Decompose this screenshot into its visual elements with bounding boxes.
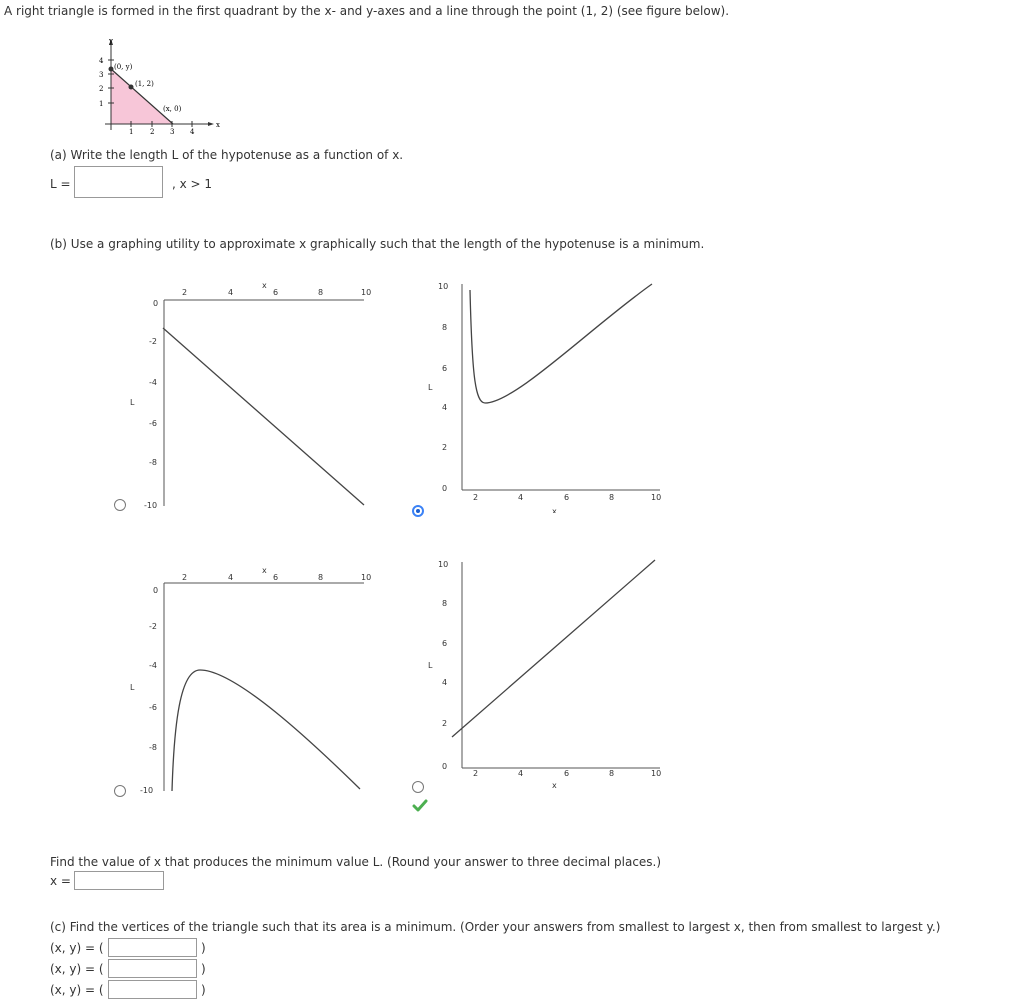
graph3-y-label: L <box>130 683 135 692</box>
fig-xtick-4: 4 <box>190 128 195 136</box>
graph1-xtick-10: 10 <box>361 288 372 297</box>
fig-label-x0: (x, 0) <box>163 105 182 113</box>
part-c-text: (c) Find the vertices of the triangle such that its area is a minimum. (Order your answers from smallest to largest x, then from smallest to largest y.) <box>50 920 941 934</box>
fig-ytick-3: 3 <box>99 71 104 79</box>
graph2-ytick-0: 0 <box>442 484 448 493</box>
point-12 <box>129 85 134 90</box>
part-b-text: (b) Use a graphing utility to approximate x graphically such that the length of the hypotenuse is a minimum. <box>50 237 705 251</box>
triangle-figure <box>85 35 225 140</box>
part-a-text: (a) Write the length L of the hypotenuse as a function of x. <box>50 148 404 162</box>
graph2-xtick-4: 4 <box>518 493 524 502</box>
graph-option-2 <box>420 278 680 513</box>
vertex-3-close: ) <box>201 983 206 997</box>
graph3-ytick-m6: -6 <box>149 703 157 712</box>
vertex-1-input[interactable] <box>108 938 197 957</box>
graph3-ytick-0: 0 <box>153 586 159 595</box>
point-0y <box>109 67 114 72</box>
graph1-y-label: L <box>130 398 135 407</box>
fig-ytick-4: 4 <box>99 57 104 65</box>
fig-label-12: (1, 2) <box>135 80 154 88</box>
graph1-ytick-m4: -4 <box>149 378 157 387</box>
graph2-ytick-6: 6 <box>442 364 448 373</box>
graph-option-1 <box>110 280 380 515</box>
graph4-x-label: x <box>552 781 557 790</box>
graph4-ytick-2: 2 <box>442 719 448 728</box>
graph3-xtick-10: 10 <box>361 573 372 582</box>
graph-option-3-radio[interactable] <box>114 785 126 797</box>
graph1-xtick-6: 6 <box>273 288 279 297</box>
graph2-xtick-10: 10 <box>651 493 662 502</box>
graph4-ytick-0: 0 <box>442 762 448 771</box>
graph2-xtick-8: 8 <box>609 493 615 502</box>
hypotenuse-function-input[interactable] <box>74 166 163 198</box>
graph2-x-label: x <box>552 507 557 513</box>
graph4-y-label: L <box>428 661 433 670</box>
fig-xtick-3: 3 <box>170 128 175 136</box>
graph2-ytick-10: 10 <box>438 282 449 291</box>
graph1-x-label: x <box>262 281 267 290</box>
graph2-xtick-6: 6 <box>564 493 570 502</box>
vertex-2-input[interactable] <box>108 959 197 978</box>
graph1-curve <box>163 328 364 505</box>
graph4-xtick-10: 10 <box>651 769 662 778</box>
vertex-2-close: ) <box>201 962 206 976</box>
graph-option-4 <box>420 556 680 791</box>
graph3-xtick-8: 8 <box>318 573 324 582</box>
graph-option-2-radio[interactable] <box>412 505 424 517</box>
graph2-xtick-2: 2 <box>473 493 479 502</box>
graph3-xtick-6: 6 <box>273 573 279 582</box>
graph2-y-label: L <box>428 383 433 392</box>
vertex-3-lhs: (x, y) = ( <box>50 983 104 997</box>
graph3-curve <box>172 670 360 791</box>
graph4-xtick-2: 2 <box>473 769 479 778</box>
check-icon <box>412 799 428 813</box>
fig-xtick-2: 2 <box>150 128 155 136</box>
minimum-x-input[interactable] <box>74 871 164 890</box>
graph3-ytick-m10: -10 <box>140 786 154 795</box>
vertex-1-close: ) <box>201 941 206 955</box>
graph1-ytick-m2: -2 <box>149 337 157 346</box>
intro-text: A right triangle is formed in the first quadrant by the x- and y-axes and a line through the point (1, 2) (see figure below). <box>4 4 730 18</box>
fig-ytick-2: 2 <box>99 85 104 93</box>
graph3-xtick-4: 4 <box>228 573 234 582</box>
graph-option-4-radio[interactable] <box>412 781 424 793</box>
graph1-ytick-0: 0 <box>153 299 159 308</box>
graph-option-3 <box>110 565 380 800</box>
fig-ytick-1: 1 <box>99 100 104 108</box>
find-x-text: Find the value of x that produces the minimum value L. (Round your answer to three decimal places.) <box>50 855 662 869</box>
graph-option-1-radio[interactable] <box>114 499 126 511</box>
graph1-ytick-m8: -8 <box>149 458 157 467</box>
graph1-xtick-8: 8 <box>318 288 324 297</box>
graph2-curve <box>470 284 652 403</box>
graph3-ytick-m8: -8 <box>149 743 157 752</box>
graph1-xtick-2: 2 <box>182 288 188 297</box>
graph3-x-label: x <box>262 566 267 575</box>
graph3-ytick-m4: -4 <box>149 661 157 670</box>
part-a-lhs: L = <box>50 177 71 191</box>
graph4-xtick-4: 4 <box>518 769 524 778</box>
vertex-3-input[interactable] <box>108 980 197 999</box>
graph4-xtick-6: 6 <box>564 769 570 778</box>
x-lhs: x = <box>50 874 71 888</box>
graph4-ytick-6: 6 <box>442 639 448 648</box>
graph4-ytick-10: 10 <box>438 560 449 569</box>
graph1-ytick-m6: -6 <box>149 419 157 428</box>
graph2-ytick-2: 2 <box>442 443 448 452</box>
vertex-2-lhs: (x, y) = ( <box>50 962 104 976</box>
graph1-ytick-m10: -10 <box>144 501 158 510</box>
graph4-curve <box>452 560 655 737</box>
fig-xtick-1: 1 <box>129 128 134 136</box>
graph3-xtick-2: 2 <box>182 573 188 582</box>
graph3-ytick-m2: -2 <box>149 622 157 631</box>
graph4-xtick-8: 8 <box>609 769 615 778</box>
fig-label-0y: (0, y) <box>114 63 133 71</box>
graph4-ytick-4: 4 <box>442 678 448 687</box>
graph1-xtick-4: 4 <box>228 288 234 297</box>
graph4-ytick-8: 8 <box>442 599 448 608</box>
graph2-ytick-4: 4 <box>442 403 448 412</box>
vertex-1-lhs: (x, y) = ( <box>50 941 104 955</box>
fig-y-label: y <box>109 37 113 45</box>
graph2-ytick-8: 8 <box>442 323 448 332</box>
fig-x-label: x <box>216 121 220 129</box>
x-axis-arrow <box>208 122 214 126</box>
part-a-domain: , x > 1 <box>172 177 213 191</box>
